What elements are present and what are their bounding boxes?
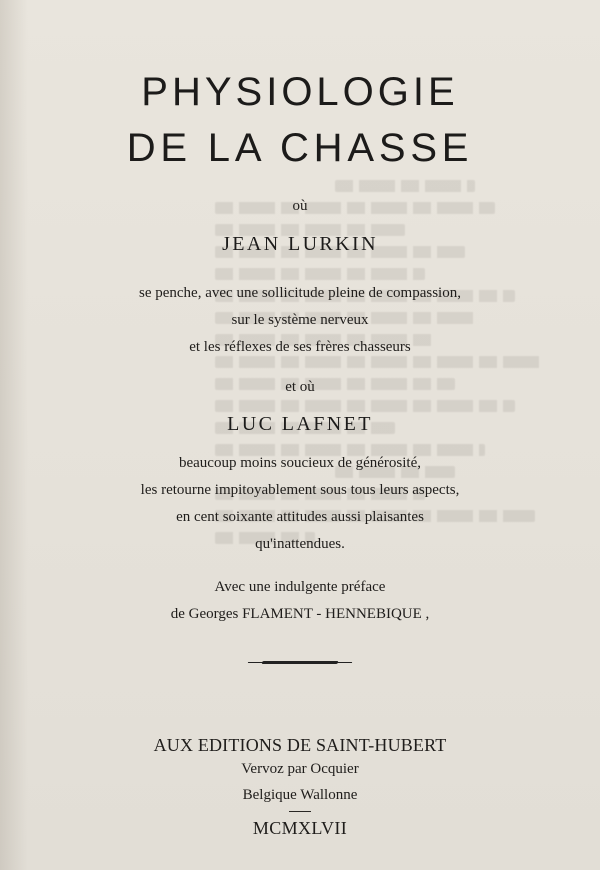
publisher-place-1: Vervoz par Ocquier [241,761,359,777]
book-title-line-2: DE LA CHASSE [126,126,474,170]
decorative-rule [262,661,339,664]
description-line-6: en cent soixante attitudes aussi plaisantes [176,509,424,525]
publisher-name: AUX EDITIONS DE SAINT-HUBERT [153,735,447,755]
description-line-4: beaucoup moins soucieux de générosité, [178,455,421,471]
preface-line-2: de Georges FLAMENT - HENNEBIQUE , [170,606,430,622]
publisher-place-2: Belgique Wallonne [242,787,358,803]
ou-text-1: où [292,198,308,214]
author-luc-lafnet: LUC LAFNET [227,413,373,435]
ou-text-2: et où [285,379,315,395]
description-line-3: et les réflexes de ses frères chasseurs [189,339,411,355]
description-line-7: qu'inattendues. [255,536,345,552]
preface-line-1: Avec une indulgente préface [214,579,386,595]
author-jean-lurkin: JEAN LURKIN [222,233,378,255]
description-line-1: se penche, avec une sollicitude pleine de compassion, [139,285,461,301]
description-line-5: les retourne impitoyablement sous tous leurs aspects, [140,482,460,498]
short-rule [289,811,311,812]
description-line-2: sur le système nerveux [231,312,369,328]
publication-year: MCMXLVII [252,818,348,838]
book-title-line-1: PHYSIOLOGIE [141,70,459,114]
